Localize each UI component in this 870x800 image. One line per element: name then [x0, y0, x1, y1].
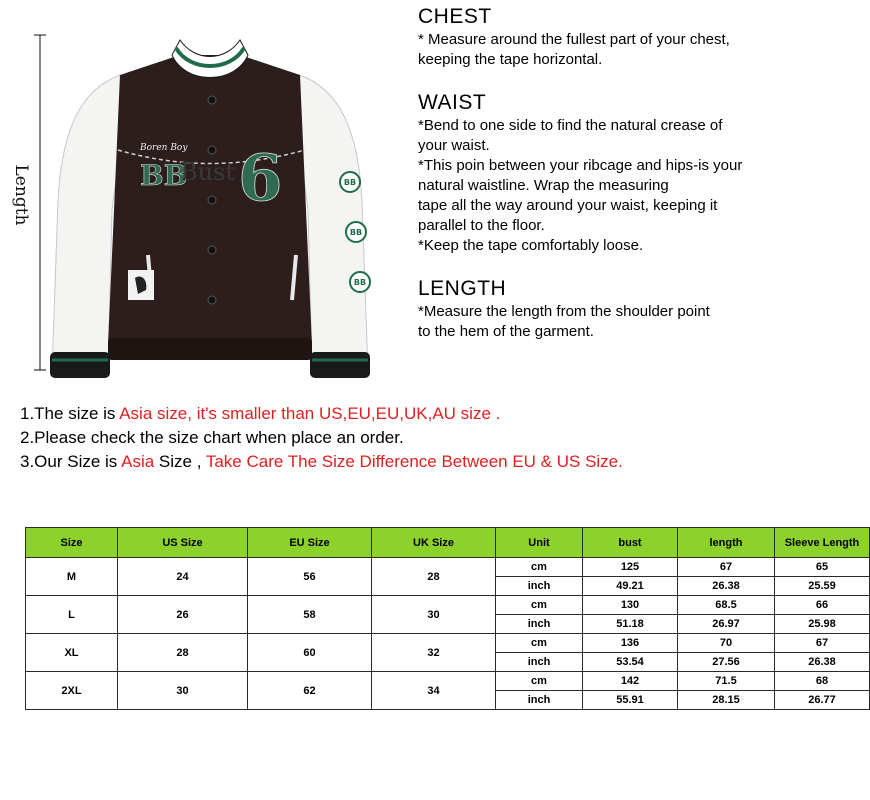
cell-length: 27.56	[678, 653, 775, 672]
cell-bust: 125	[583, 558, 678, 577]
header-size: Size	[26, 528, 118, 558]
product-image	[0, 0, 420, 395]
cell-length: 26.38	[678, 577, 775, 596]
cell-unit: inch	[496, 653, 583, 672]
waist-line: *This poin between your ribcage and hips-is your	[418, 157, 743, 174]
table-header-row	[26, 528, 870, 558]
cell-bust: 53.54	[583, 653, 678, 672]
cell-uk: 32	[372, 634, 496, 672]
sleeve-patch-1: BB	[343, 178, 357, 187]
waist-line: *Bend to one side to find the natural crease of	[418, 117, 723, 134]
jacket-script: Boren Boy	[140, 143, 188, 153]
header-length: length	[678, 528, 775, 558]
chest-line: keeping the tape horizontal.	[418, 51, 603, 68]
cell-sleeve: 26.38	[775, 653, 870, 672]
bust-label: Bust	[180, 158, 236, 186]
sleeve-patch-3: BB	[353, 278, 367, 287]
cell-sleeve: 66	[775, 596, 870, 615]
size-notes	[20, 402, 790, 474]
table-row	[26, 672, 870, 691]
cell-unit: cm	[496, 634, 583, 653]
cell-sleeve: 25.98	[775, 615, 870, 634]
cell-sleeve: 67	[775, 634, 870, 653]
left-cuff	[50, 352, 110, 378]
length-label: Length	[11, 164, 31, 226]
chest-heading: CHEST	[418, 5, 492, 28]
cell-unit: inch	[496, 577, 583, 596]
cell-sleeve: 68	[775, 672, 870, 691]
length-heading: LENGTH	[418, 277, 507, 300]
cell-bust: 51.18	[583, 615, 678, 634]
cell-uk: 30	[372, 596, 496, 634]
note-3: 3.Our Size is Asia Size , Take Care The Size Difference Between EU & US Size.	[20, 452, 623, 471]
cell-us: 24	[118, 558, 248, 596]
header-sleeve-length: Sleeve Length	[775, 528, 870, 558]
header-us-size: US Size	[118, 528, 248, 558]
table-row	[26, 558, 870, 577]
cell-length: 71.5	[678, 672, 775, 691]
table-row	[26, 634, 870, 653]
note-2: 2.Please check the size chart when place an order.	[20, 428, 404, 447]
sleeve-patch-2: BB	[349, 228, 363, 237]
cell-length: 68.5	[678, 596, 775, 615]
cell-uk: 28	[372, 558, 496, 596]
cell-eu: 60	[248, 634, 372, 672]
cell-eu: 56	[248, 558, 372, 596]
cell-us: 30	[118, 672, 248, 710]
right-cuff	[310, 352, 370, 378]
cell-us: 26	[118, 596, 248, 634]
waist-guide	[418, 90, 798, 256]
cell-bust: 55.91	[583, 691, 678, 710]
chest-line: * Measure around the fullest part of your chest,	[418, 31, 730, 48]
cell-length: 26.97	[678, 615, 775, 634]
cell-length: 70	[678, 634, 775, 653]
waist-heading: WAIST	[418, 91, 487, 114]
cell-unit: cm	[496, 596, 583, 615]
table-row	[26, 596, 870, 615]
cell-size: 2XL	[26, 672, 118, 710]
cell-unit: inch	[496, 691, 583, 710]
cell-size: XL	[26, 634, 118, 672]
cell-eu: 58	[248, 596, 372, 634]
header-unit: Unit	[496, 528, 583, 558]
cell-sleeve: 26.77	[775, 691, 870, 710]
cell-eu: 62	[248, 672, 372, 710]
cell-unit: cm	[496, 558, 583, 577]
cell-unit: cm	[496, 672, 583, 691]
waist-line: natural waistline. Wrap the measuring	[418, 177, 669, 194]
cell-length: 28.15	[678, 691, 775, 710]
cell-unit: inch	[496, 615, 583, 634]
waist-line: tape all the way around your waist, keeping it	[418, 197, 718, 214]
cell-bust: 49.21	[583, 577, 678, 596]
jacket-illustration	[0, 0, 420, 395]
cell-us: 28	[118, 634, 248, 672]
cell-bust: 142	[583, 672, 678, 691]
cell-bust: 130	[583, 596, 678, 615]
waist-line: your waist.	[418, 137, 490, 154]
length-line: to the hem of the garment.	[418, 323, 594, 340]
waist-line: parallel to the floor.	[418, 217, 545, 234]
cell-bust: 136	[583, 634, 678, 653]
jacket-logo-letters: BB	[140, 159, 188, 192]
length-guide	[418, 276, 798, 342]
cell-size: M	[26, 558, 118, 596]
cell-size: L	[26, 596, 118, 634]
chest-guide	[418, 4, 798, 70]
header-bust: bust	[583, 528, 678, 558]
cell-sleeve: 65	[775, 558, 870, 577]
note-1: 1.The size is Asia size, it's smaller than US,EU,EU,UK,AU size .	[20, 404, 501, 423]
hem-band	[108, 338, 312, 360]
cell-uk: 34	[372, 672, 496, 710]
measurement-guide	[418, 4, 798, 354]
length-line: *Measure the length from the shoulder point	[418, 303, 710, 320]
waist-line: *Keep the tape comfortably loose.	[418, 237, 644, 254]
cell-length: 67	[678, 558, 775, 577]
jacket-number: 6	[238, 141, 283, 216]
header-uk-size: UK Size	[372, 528, 496, 558]
header-eu-size: EU Size	[248, 528, 372, 558]
size-chart-table	[25, 527, 870, 710]
cell-sleeve: 25.59	[775, 577, 870, 596]
